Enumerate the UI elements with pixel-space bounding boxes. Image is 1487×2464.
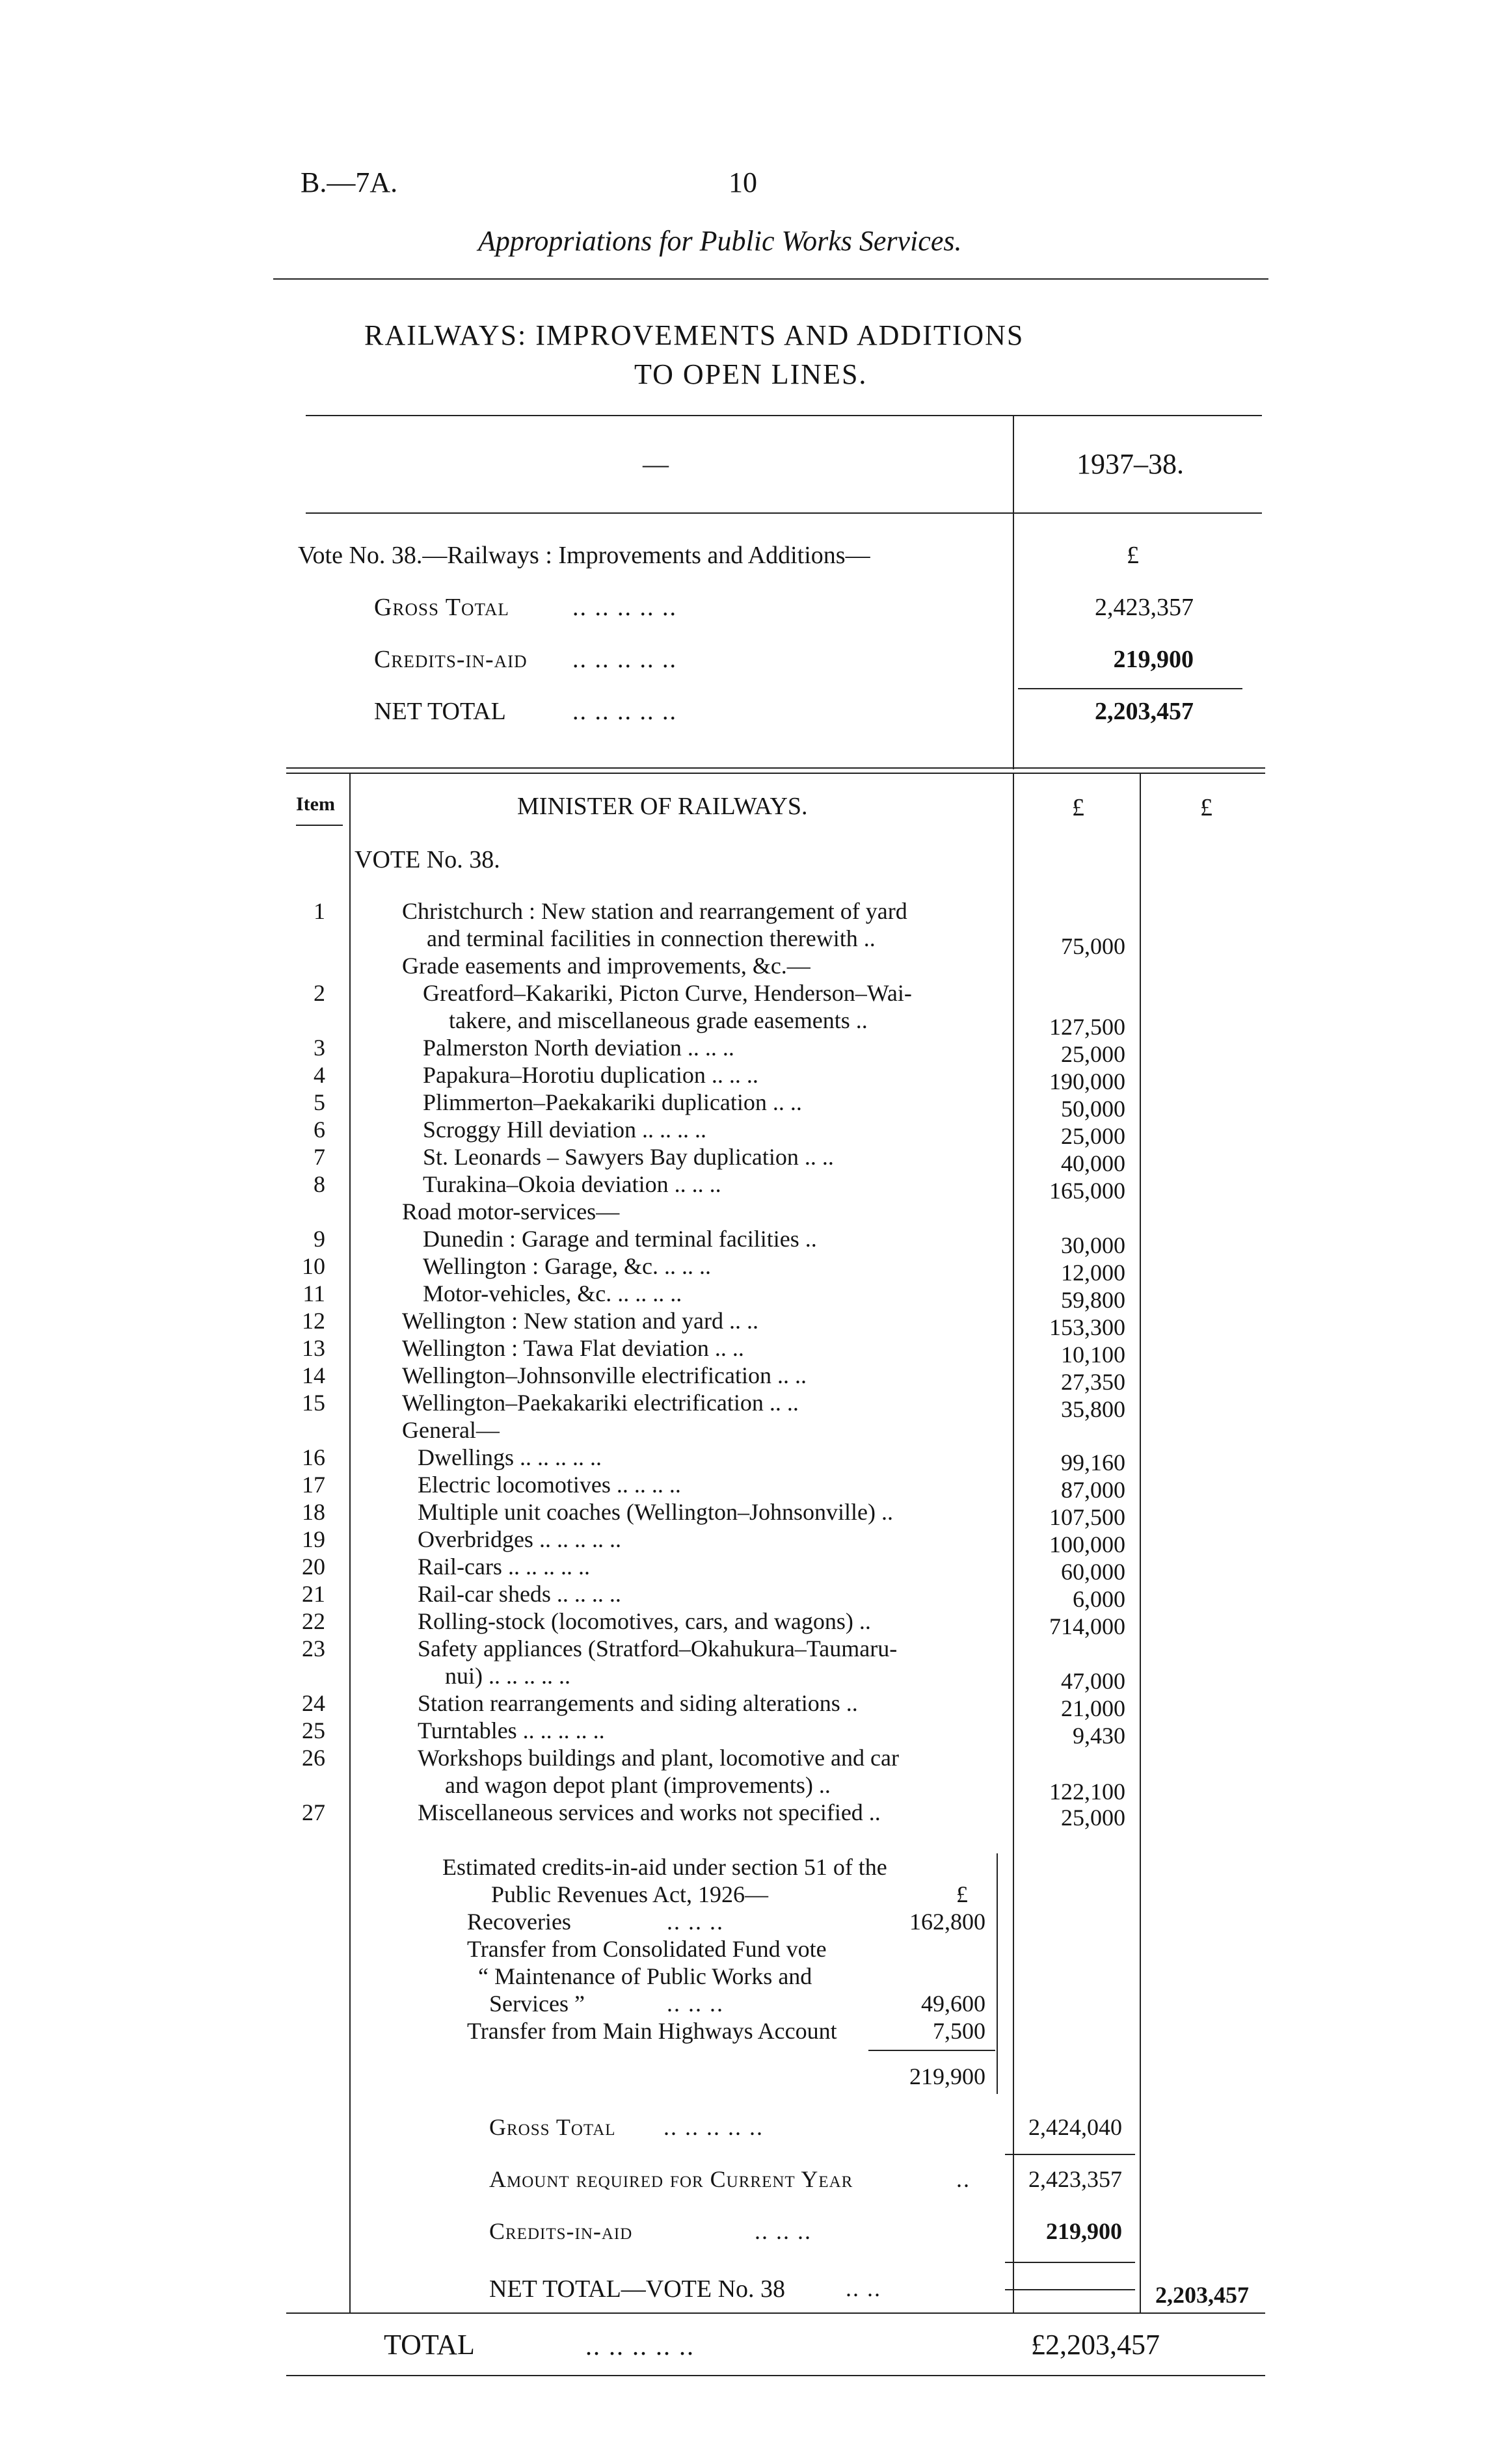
item-amount: 153,300	[1049, 1314, 1125, 1340]
item-amount: 25,000	[1061, 1041, 1125, 1067]
amount-required-dots: ..	[956, 2166, 971, 2192]
total-column-currency: £	[1200, 794, 1212, 821]
grand-total-bottom-rule	[286, 2375, 1265, 2376]
item-amount: 35,800	[1061, 1396, 1125, 1422]
vote-gross-total-value: 2,424,040	[1028, 2114, 1122, 2140]
item-amount: 50,000	[1061, 1096, 1125, 1122]
recoveries-dots: .. .. ..	[667, 1909, 724, 1935]
item-amount: 107,500	[1049, 1504, 1125, 1530]
net-total-vote-dots: .. ..	[846, 2275, 881, 2301]
item-amount: 714,000	[1049, 1613, 1125, 1639]
grand-total-dots: .. .. .. .. ..	[585, 2331, 695, 2361]
transfer-highways-label: Transfer from Main Highways Account	[467, 2018, 837, 2044]
vote-credits-dots: .. .. ..	[755, 2218, 812, 2244]
summary-vote-label: Vote No. 38.—Railways : Improvements and Additions—	[298, 542, 870, 569]
item-number: 15	[302, 1390, 325, 1416]
item-amount: 10,100	[1061, 1342, 1125, 1368]
item-number: 5	[314, 1089, 325, 1115]
item-description: General—	[402, 1417, 500, 1443]
total-column-divider	[1140, 773, 1141, 2314]
credits-currency: £	[956, 1881, 968, 1907]
amount-required-label: Amount required for Current Year	[489, 2166, 853, 2192]
item-number: 22	[302, 1608, 325, 1634]
item-description: Christchurch : New station and rearrangement of yard	[402, 898, 907, 924]
item-number: 11	[302, 1280, 325, 1306]
vote-gross-total-label: Gross Total	[489, 2114, 616, 2140]
item-amount: 12,000	[1061, 1260, 1125, 1286]
page-title-line-2: TO OPEN LINES.	[634, 358, 868, 390]
item-number: 3	[314, 1035, 325, 1061]
item-description: Multiple unit coaches (Wellington–Johnsonville) ..	[418, 1499, 893, 1525]
summary-credits-label: Credits-in-aid	[374, 646, 528, 673]
transfer-highways-value: 7,500	[933, 2018, 985, 2044]
summary-credits-dots: .. .. .. .. ..	[572, 646, 677, 673]
vote-gross-total-dots: .. .. .. .. ..	[663, 2114, 764, 2140]
item-description: and terminal facilities in connection therewith ..	[427, 925, 876, 951]
item-number: 18	[302, 1499, 325, 1525]
item-amount: 127,500	[1049, 1014, 1125, 1040]
item-number: 2	[314, 980, 325, 1006]
page-title-line-1: RAILWAYS: IMPROVEMENTS AND ADDITIONS	[364, 319, 1025, 351]
item-description: Plimmerton–Paekakariki duplication .. ..	[423, 1089, 802, 1115]
amount-column-divider	[1013, 773, 1014, 2314]
item-number: 1	[314, 898, 325, 924]
header-rule	[273, 278, 1268, 280]
item-number: 12	[302, 1308, 325, 1334]
item-amount: 59,800	[1061, 1287, 1125, 1313]
item-description: Workshops buildings and plant, locomotive and car	[418, 1745, 899, 1771]
summary-net-dots: .. .. .. .. ..	[572, 698, 677, 725]
vote-credits-value: 219,900	[1046, 2218, 1122, 2244]
item-description: Rail-car sheds .. .. .. ..	[418, 1581, 621, 1607]
item-amount: 47,000	[1061, 1668, 1125, 1694]
item-description: Rolling-stock (locomotives, cars, and wagons) ..	[418, 1608, 871, 1634]
item-description: and wagon depot plant (improvements) ..	[445, 1772, 831, 1798]
credits-sum-rule	[868, 2050, 995, 2051]
summary-credits-value: 219,900	[1113, 646, 1194, 673]
item-description: Miscellaneous services and works not specified ..	[418, 1799, 881, 1825]
item-amount: 40,000	[1061, 1150, 1125, 1176]
summary-bottom-rule	[286, 767, 1265, 769]
transfer-consolidated-value: 49,600	[921, 1991, 985, 2017]
item-number: 26	[302, 1745, 325, 1771]
item-description: Station rearrangements and siding alterations ..	[418, 1690, 858, 1716]
summary-head-rule	[306, 512, 1262, 514]
item-number: 16	[302, 1444, 325, 1470]
grand-total-value: £2,203,457	[1031, 2329, 1160, 2361]
item-amount: 30,000	[1061, 1232, 1125, 1258]
item-number: 19	[302, 1526, 325, 1552]
summary-gross-dots: .. .. .. .. ..	[572, 594, 677, 621]
item-description: Turntables .. .. .. .. ..	[418, 1717, 605, 1743]
minister-heading: MINISTER OF RAILWAYS.	[517, 793, 808, 820]
item-number: 21	[302, 1581, 325, 1607]
item-amount: 100,000	[1049, 1531, 1125, 1557]
amount-column-currency: £	[1072, 794, 1084, 821]
item-number: 10	[302, 1253, 325, 1279]
item-description: Wellington : Tawa Flat deviation .. ..	[402, 1335, 744, 1361]
summary-bottom-rule-double	[286, 773, 1265, 774]
summary-column-divider	[1013, 415, 1014, 769]
transfer-consolidated-dots: .. .. ..	[667, 1991, 724, 2017]
item-amount: 6,000	[1073, 1586, 1125, 1612]
summary-net-value: 2,203,457	[1095, 698, 1194, 725]
item-description: takere, and miscellaneous grade easements ..	[449, 1007, 868, 1033]
vote-credits-rule	[1005, 2262, 1135, 2263]
credits-column-rule	[997, 1853, 998, 2094]
net-total-vote-label: NET TOTAL—VOTE No. 38	[489, 2275, 786, 2303]
item-description: Rail-cars .. .. .. .. ..	[418, 1554, 590, 1580]
item-column-divider	[349, 773, 351, 2314]
item-description: Palmerston North deviation .. .. ..	[423, 1035, 734, 1061]
item-number: 23	[302, 1636, 325, 1662]
item-amount: 87,000	[1061, 1477, 1125, 1503]
running-title: Appropriations for Public Works Services.	[478, 225, 962, 257]
recoveries-value: 162,800	[909, 1909, 985, 1935]
item-description: Wellington : Garage, &c. .. .. ..	[423, 1253, 711, 1279]
item-amount: 190,000	[1049, 1068, 1125, 1094]
item-number: 7	[314, 1144, 325, 1170]
item-description: Grade easements and improvements, &c.—	[402, 953, 810, 979]
item-description: St. Leonards – Sawyers Bay duplication .. ..	[423, 1144, 834, 1170]
item-description: Wellington–Paekakariki electrification .. ..	[402, 1390, 799, 1416]
transfer-consolidated-line-1: Transfer from Consolidated Fund vote	[467, 1936, 827, 1962]
item-description: Papakura–Horotiu duplication .. .. ..	[423, 1062, 758, 1088]
item-number: 27	[302, 1799, 325, 1825]
grand-total-label: TOTAL	[384, 2329, 475, 2361]
item-description: Wellington : New station and yard .. ..	[402, 1308, 758, 1334]
item-amount: 9,430	[1073, 1723, 1125, 1749]
page-number: 10	[729, 166, 757, 198]
item-description: Electric locomotives .. .. .. ..	[418, 1472, 681, 1498]
item-description: Scroggy Hill deviation .. .. .. ..	[423, 1117, 706, 1143]
item-amount: 25,000	[1061, 1123, 1125, 1149]
item-number: 24	[302, 1690, 325, 1716]
item-description: Safety appliances (Stratford–Okahukura–Taumaru-	[418, 1636, 898, 1662]
summary-column-head-blank: —	[643, 449, 669, 479]
item-column-head: Item	[296, 793, 335, 815]
item-description: Dwellings .. .. .. .. ..	[418, 1444, 602, 1470]
document-reference: B.—7A.	[301, 166, 398, 198]
item-description: Greatford–Kakariki, Picton Curve, Henderson–Wai-	[423, 980, 912, 1006]
item-number: 25	[302, 1717, 325, 1743]
item-amount: 60,000	[1061, 1559, 1125, 1585]
summary-subtotal-rule	[1018, 688, 1242, 689]
item-description: Wellington–Johnsonville electrification .. ..	[402, 1362, 807, 1388]
item-amount: 21,000	[1061, 1695, 1125, 1721]
transfer-consolidated-line-3: Services ”	[489, 1991, 585, 2017]
item-number: 6	[314, 1117, 325, 1143]
item-description: Turakina–Okoia deviation .. .. ..	[423, 1171, 721, 1197]
item-amount: 99,160	[1061, 1450, 1125, 1476]
item-number: 4	[314, 1062, 325, 1088]
vote-gross-rule	[1005, 2154, 1135, 2155]
transfer-consolidated-line-2: “ Maintenance of Public Works and	[478, 1963, 812, 1989]
net-total-vote-value: 2,203,457	[1155, 2282, 1249, 2308]
summary-gross-label: Gross Total	[374, 594, 509, 621]
summary-top-rule	[306, 415, 1262, 416]
item-number: 9	[314, 1226, 325, 1252]
credits-sum-value: 219,900	[909, 2063, 985, 2089]
amount-required-value: 2,423,357	[1028, 2166, 1122, 2192]
item-amount: 25,000	[1061, 1805, 1125, 1831]
item-description: Dunedin : Garage and terminal facilities ..	[423, 1226, 817, 1252]
item-amount: 122,100	[1049, 1779, 1125, 1805]
summary-net-label: NET TOTAL	[374, 698, 506, 725]
item-number: 17	[302, 1472, 325, 1498]
item-description: nui) .. .. .. .. ..	[445, 1663, 570, 1689]
item-head-rule	[296, 825, 343, 826]
item-description: Motor-vehicles, &c. .. .. .. ..	[423, 1280, 682, 1306]
item-number: 20	[302, 1554, 325, 1580]
summary-column-head-year: 1937–38.	[1077, 448, 1184, 480]
vote-credits-label: Credits-in-aid	[489, 2218, 633, 2244]
net-total-leader-rule	[1005, 2289, 1135, 2290]
summary-gross-value: 2,423,357	[1095, 594, 1194, 621]
item-number: 13	[302, 1335, 325, 1361]
item-amount: 75,000	[1061, 933, 1125, 959]
credits-heading-line-2: Public Revenues Act, 1926—	[491, 1881, 768, 1907]
item-number: 8	[314, 1171, 325, 1197]
summary-currency: £	[1127, 542, 1139, 569]
item-amount: 165,000	[1049, 1178, 1125, 1204]
item-number: 14	[302, 1362, 325, 1388]
item-amount: 27,350	[1061, 1369, 1125, 1395]
item-description: Road motor-services—	[402, 1199, 620, 1225]
item-description: Overbridges .. .. .. .. ..	[418, 1526, 621, 1552]
recoveries-label: Recoveries	[467, 1909, 571, 1935]
credits-heading-line-1: Estimated credits-in-aid under section 51 of the	[442, 1854, 887, 1880]
vote-heading: VOTE No. 38.	[355, 846, 500, 873]
grand-total-top-rule	[286, 2312, 1265, 2314]
